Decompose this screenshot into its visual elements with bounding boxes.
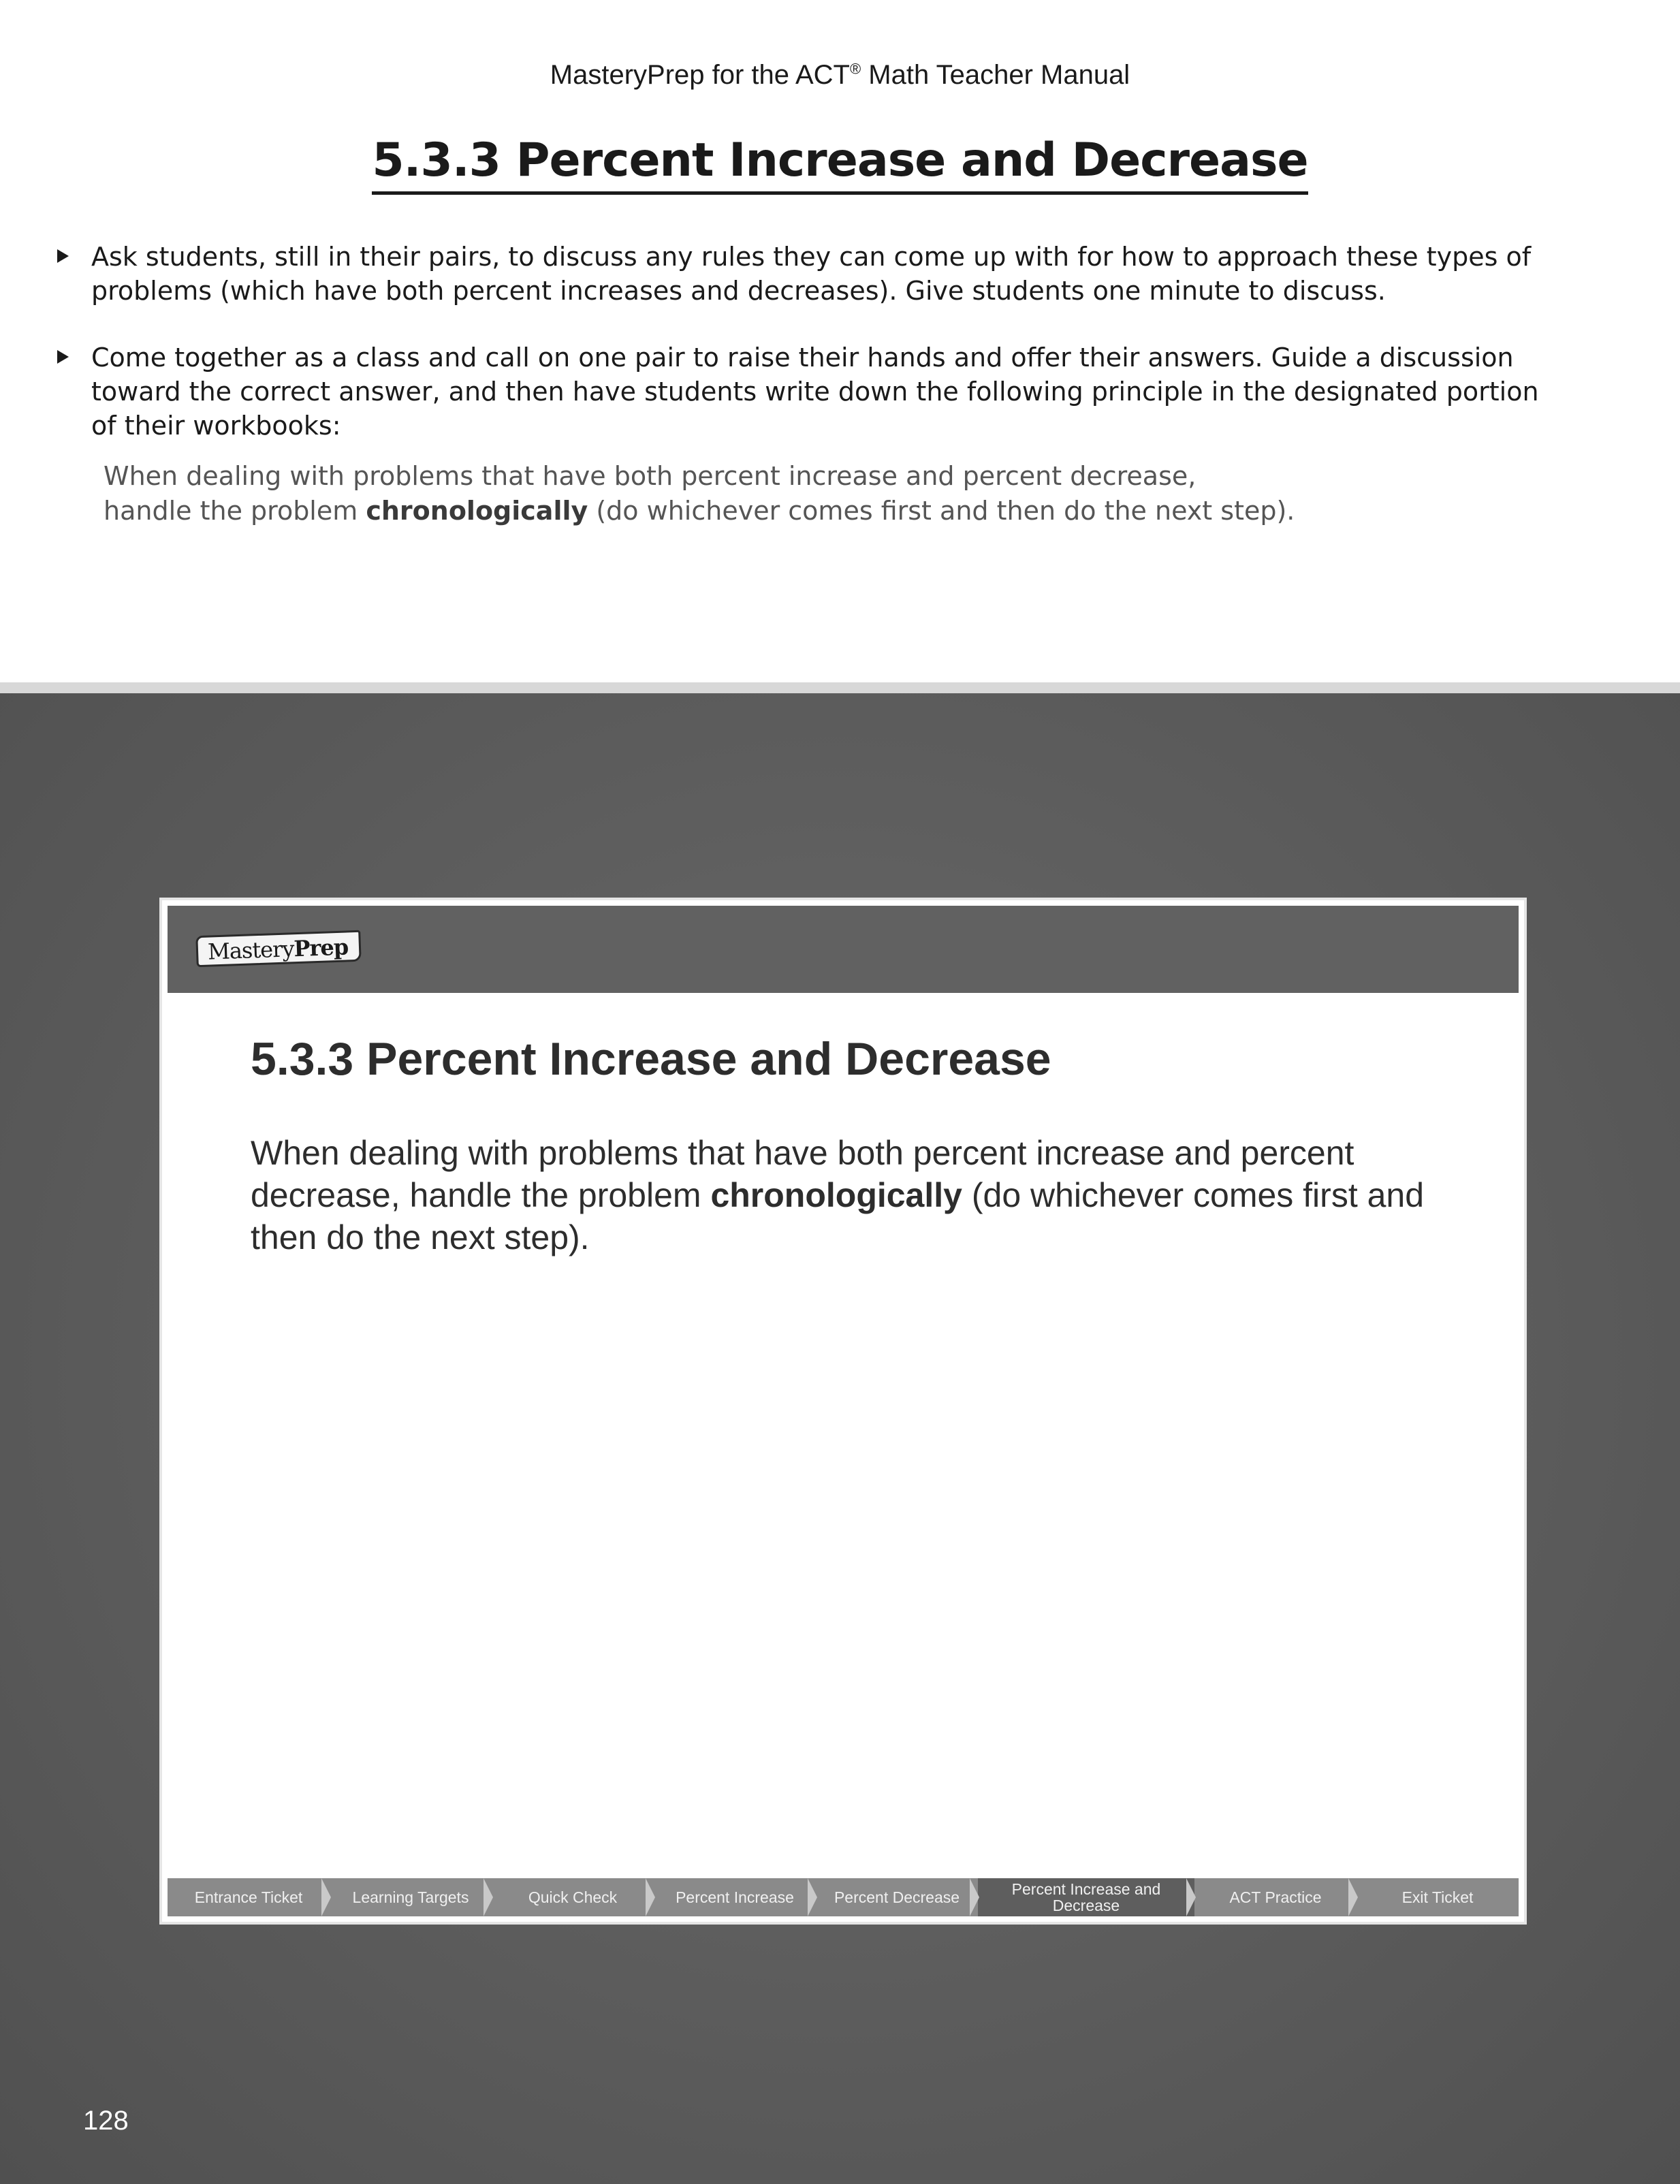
nav-exit-ticket[interactable]: Exit Ticket — [1357, 1878, 1519, 1916]
presentation-slide — [159, 898, 1527, 1925]
slide-header-bar — [168, 906, 1519, 993]
triangle-bullet-icon — [57, 350, 69, 364]
slide-body-text — [251, 1132, 1476, 1259]
slide-title: 5.3.3 Percent Increase and Decrease — [251, 1033, 1051, 1085]
logo-wordmark — [207, 934, 348, 964]
page-number: 128 — [83, 2106, 129, 2136]
header-suffix: Math Teacher Manual — [861, 60, 1130, 90]
slide-body-end: (do whichever comes first and then do the next step). — [251, 1176, 1425, 1256]
slide-body-start: When dealing with problems that have both percent increase and percent decrease, handle the problem — [251, 1134, 1354, 1214]
slide-body-emphasis: chronologically — [710, 1176, 962, 1214]
principle-line-2-start: handle the problem — [104, 496, 366, 526]
nav-entrance-ticket[interactable]: Entrance Ticket — [168, 1878, 330, 1916]
nav-quick-check[interactable]: Quick Check — [492, 1878, 654, 1916]
principle-line-2 — [104, 494, 1465, 528]
instruction-list — [52, 240, 1550, 475]
instruction-item — [52, 240, 1550, 308]
header-text: MasteryPrep for the ACT — [550, 60, 850, 90]
running-header — [0, 60, 1680, 91]
trademark-symbol: ® — [849, 60, 861, 78]
principle-line-1: When dealing with problems that have both percent increase and percent decrease, — [104, 461, 1196, 491]
nav-percent-increase-and-decrease[interactable]: Percent Increase and Decrease — [978, 1878, 1194, 1916]
nav-percent-increase[interactable]: Percent Increase — [654, 1878, 816, 1916]
nav-act-practice[interactable]: ACT Practice — [1194, 1878, 1357, 1916]
instruction-text: Come together as a class and call on one pair to raise their hands and offer their answers. Guide a discussion toward the correct answer, and then have students write down the following principle in the designated portion of their workbooks: — [91, 343, 1539, 441]
triangle-bullet-icon — [57, 249, 69, 263]
nav-percent-decrease[interactable]: Percent Decrease — [816, 1878, 978, 1916]
principle-statement — [104, 459, 1465, 528]
section-title-text: 5.3.3 Percent Increase and Decrease — [372, 133, 1307, 195]
masteryprep-logo — [195, 930, 361, 967]
slide-navigation-bar — [168, 1878, 1519, 1916]
nav-learning-targets[interactable]: Learning Targets — [330, 1878, 492, 1916]
logo-word-mastery: Mastery — [207, 936, 295, 965]
principle-emphasis: chronologically — [366, 496, 588, 526]
instruction-item — [52, 341, 1550, 443]
section-title — [0, 133, 1680, 195]
instruction-text: Ask students, still in their pairs, to discuss any rules they can come up with for how to approach these types of problems (which have both percent increases and decreases). Give students one minute to discuss. — [91, 242, 1532, 306]
logo-word-prep: Prep — [293, 934, 349, 962]
principle-line-2-end: (do whichever comes first and then do the next step). — [588, 496, 1295, 526]
